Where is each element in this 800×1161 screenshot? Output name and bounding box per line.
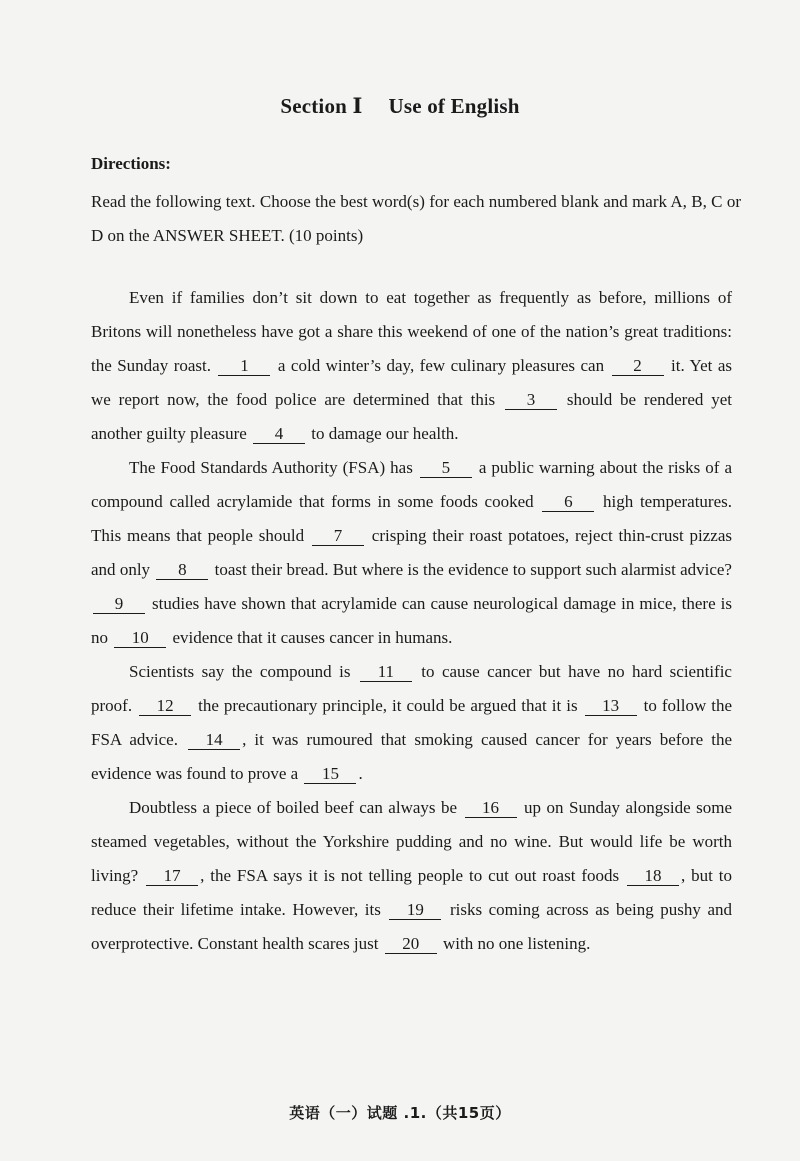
- passage-text: a public warning about the risks of a compound called acrylamide that forms in some foods cooked: [91, 458, 732, 511]
- passage-paragraph: [91, 791, 732, 961]
- section-number: Section Ⅰ: [280, 94, 363, 118]
- cloze-blank-13: 13: [585, 697, 637, 716]
- cloze-blank-7: 7: [312, 527, 364, 546]
- directions-block: [91, 153, 741, 253]
- cloze-blank-3: 3: [505, 391, 557, 410]
- passage-text: risks coming across as being pushy and overprotective. Constant health scares just: [91, 900, 733, 953]
- cloze-blank-1: 1: [218, 357, 270, 376]
- page-footer: 英语（一）试题 .1.（共15页）: [289, 1104, 511, 1122]
- passage-text: crisping their roast potatoes, reject thin-crust pizzas and only: [91, 526, 732, 579]
- passage-paragraph: [91, 451, 732, 655]
- passage-text: high temperatures. This means that people should: [91, 492, 732, 545]
- passage-text: .: [358, 764, 363, 783]
- passage-text: Scientists say the compound is: [129, 662, 358, 681]
- passage-text: evidence that it causes cancer in humans.: [168, 628, 453, 647]
- passage-text: , but to reduce their lifetime intake. However, its: [91, 866, 733, 919]
- cloze-blank-17: 17: [146, 867, 198, 886]
- passage-text: with no one listening.: [438, 934, 591, 953]
- directions-text: Read the following text. Choose the best word(s) for each numbered blank and mark A, B, C or D on the ANSWER SHEET. (10 points): [91, 192, 741, 245]
- passage-text: studies have shown that acrylamide can cause neurological damage in mice, there is no: [91, 594, 732, 647]
- passage-text: toast their bread. But where is the evidence to support such alarmist advice?: [210, 560, 732, 579]
- cloze-blank-20: 20: [385, 935, 437, 954]
- section-title: [0, 93, 800, 119]
- cloze-blank-16: 16: [465, 799, 517, 818]
- passage-text: to follow the FSA advice.: [91, 696, 733, 749]
- passage-text: , it was rumoured that smoking caused cancer for years before the evidence was found to prove a: [91, 730, 732, 783]
- directions-label: Directions:: [91, 154, 171, 173]
- passage-text: up on Sunday alongside some steamed vegetables, without the Yorkshire pudding and no wine. But would life be worth living?: [91, 798, 732, 885]
- passage-text: The Food Standards Authority (FSA) has: [129, 458, 418, 477]
- passage-paragraph: [91, 281, 732, 451]
- passage-text: , the FSA says it is not telling people to cut out roast foods: [200, 866, 626, 885]
- cloze-blank-9: 9: [93, 595, 145, 614]
- cloze-blank-10: 10: [114, 629, 166, 648]
- cloze-blank-8: 8: [156, 561, 208, 580]
- cloze-blank-15: 15: [304, 765, 356, 784]
- cloze-blank-4: 4: [253, 425, 305, 444]
- cloze-blank-11: 11: [360, 663, 412, 682]
- passage-text: a cold winter’s day, few culinary pleasures can: [272, 356, 610, 375]
- cloze-blank-6: 6: [542, 493, 594, 512]
- cloze-passage: [91, 281, 732, 961]
- passage-paragraph: [91, 655, 732, 791]
- section-name: Use of English: [388, 94, 520, 118]
- passage-text: should be rendered yet another guilty pleasure: [91, 390, 732, 443]
- passage-text: Doubtless a piece of boiled beef can always be: [129, 798, 463, 817]
- passage-text: the precautionary principle, it could be argued that it is: [193, 696, 583, 715]
- cloze-blank-18: 18: [627, 867, 679, 886]
- passage-text: to damage our health.: [307, 424, 459, 443]
- passage-text: it. Yet as we report now, the food police are determined that this: [91, 356, 732, 409]
- passage-text: Even if families don’t sit down to eat together as frequently as before, millions of Britons will nonetheless have got a share this weekend of one of the nation’s great traditions: the Sunday roast.: [91, 288, 732, 375]
- cloze-blank-14: 14: [188, 731, 240, 750]
- cloze-blank-19: 19: [389, 901, 441, 920]
- passage-text: to cause cancer but have no hard scientific proof.: [91, 662, 732, 715]
- cloze-blank-2: 2: [612, 357, 664, 376]
- cloze-blank-5: 5: [420, 459, 472, 478]
- cloze-blank-12: 12: [139, 697, 191, 716]
